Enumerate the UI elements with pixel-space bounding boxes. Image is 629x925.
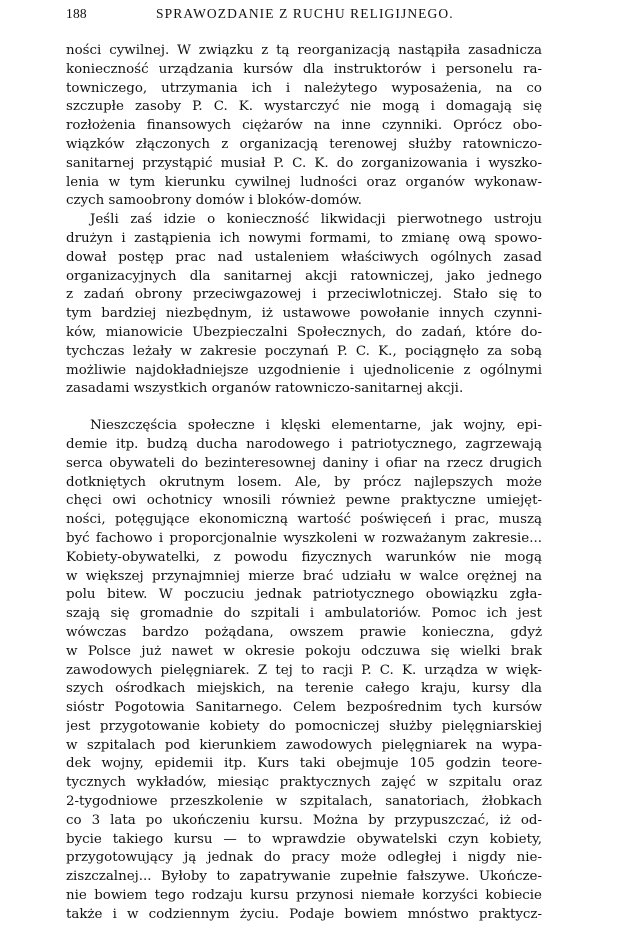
text-line: dotkniętych okrutnym losem. Ale, by prócz najlepszych może [66, 474, 542, 490]
text-line: demie itp. budzą ducha narodowego i patriotycznego, zagrzewają [66, 436, 542, 452]
text-line: organizacyjnych dla sanitarnej akcji ratowniczej, jako jednego [66, 268, 542, 284]
text-line: czych samoobrony domów i bloków-domów. [66, 193, 362, 209]
page-number: 188 [66, 6, 87, 21]
text-line: Kobiety-obywatelki, z powodu fizycznych warunków nie mogą [66, 549, 542, 565]
text-line: tychczas leżały w zakresie poczynań P. C. K., pociągnęło za sobą [66, 343, 542, 359]
text-line: co 3 lata po ukończeniu kursu. Można by przypuszczać, iż od- [66, 812, 542, 828]
text-line: ków, mianowicie Ubezpieczalni Społecznych, do zadań, które do- [66, 324, 542, 340]
text-line: rozłożenia finansowych ciężarów na inne czynniki. Oprócz obo- [66, 118, 542, 134]
text-line: być fachowo i proporcjonalnie wyszkoleni w rozważanym zakresie... [66, 530, 542, 546]
text-line: Nieszczęścia społeczne i klęski elementarne, jak wojny, epi- [90, 418, 542, 434]
paragraph-gap [66, 399, 542, 417]
text-line: ności cywilnej. W związku z tą reorganizacją nastąpiła zasadnicza [66, 43, 542, 58]
body-text [66, 42, 542, 925]
text-line: wiązków złączonych z organizacją terenowej służby ratowniczo- [66, 136, 542, 152]
text-line: lenia w tym kierunku cywilnej ludności oraz organów wykonaw- [66, 174, 542, 190]
text-line: ziszczalnej... Byłoby to zapatrywanie zupełnie fałszywe. Ukończe- [66, 869, 542, 885]
text-line: z zadań obrony przeciwgazowej i przeciwlotniczej. Stało się to [66, 287, 542, 303]
text-line: dek wojny, epidemii itp. Kurs taki obejmuje 105 godzin teore- [66, 756, 542, 772]
paragraph [66, 42, 542, 211]
text-line: w Polsce już nawet w okresie pokoju odczuwa się wielki brak [66, 643, 542, 659]
text-line: ności, potęgujące ekonomiczną wartość poświęceń i prac, muszą [66, 512, 542, 528]
running-head: SPRAWOZDANIE Z RUCHU RELIGIJNEGO. [156, 6, 454, 21]
text-line: serca obywateli do bezinteresownej daniny i ofiar na rzecz drugich [66, 455, 542, 471]
paragraph [66, 211, 542, 399]
text-line: konieczność urządzania kursów dla instruktorów i personelu ra- [66, 61, 542, 77]
text-line: w szpitalach pod kierunkiem zawodowych pielęgniarek na wypa- [66, 737, 542, 753]
text-line: sanitarnej przystąpić musiał P. C. K. do zorganizowania i wyszko- [66, 155, 542, 171]
text-line: chęci owi ochotnicy wnosili również pewne praktyczne umiejęt- [66, 493, 542, 509]
text-line: szczupłe zasoby P. C. K. wystarczyć nie mogą i domagają się [66, 99, 542, 115]
paragraph [66, 417, 542, 925]
page-header [66, 6, 542, 26]
text-line: także i w codziennym życiu. Podaje bowiem mnóstwo praktycz- [66, 906, 542, 922]
text-line: szych ośrodkach miejskich, na terenie całego kraju, kursy dla [66, 681, 542, 697]
text-line: możliwie najdokładniejsze uzgodnienie i ujednolicenie z ogólnymi [66, 362, 542, 378]
text-line: towniczego, utrzymania ich i należytego wyposażenia, na co [66, 80, 542, 96]
text-line: 2-tygodniowe przeszkolenie w szpitalach, sanatoriach, żłobkach [66, 794, 542, 810]
text-line: zasadami wszystkich organów ratowniczo-sanitarnej akcji. [66, 381, 464, 397]
text-line: Jeśli zaś idzie o konieczność likwidacji pierwotnego ustroju [90, 212, 542, 228]
text-line: nie bowiem tego rodzaju kursu przynosi niemałe korzyści kobiecie [66, 888, 542, 904]
text-line: bycie takiego kursu — to wprawdzie obywatelski czyn kobiety, [66, 831, 542, 847]
text-line: jest przygotowanie kobiety do pomocniczej służby pielęgniarskiej [66, 718, 542, 734]
text-line: wówczas bardzo pożądana, owszem prawie konieczna, gdyż [66, 624, 542, 640]
text-line: tym bardziej niezbędnym, iż ustawowe powołanie innych czynni- [66, 306, 542, 322]
text-line: szają się gromadnie do szpitali i ambulatoriów. Pomoc ich jest [66, 606, 542, 622]
text-line: dował postęp prac nad ustaleniem właściwych ogólnych zasad [66, 249, 542, 265]
text-line: tycznych wykładów, miesiąc praktycznych zajęć w szpitalu oraz [66, 775, 542, 791]
text-line: sióstr Pogotowia Sanitarnego. Celem bezpośrednim tych kursów [66, 700, 542, 716]
text-line: w większej przynajmniej mierze brać udziału w walce orężnej na [66, 568, 542, 584]
text-line: przygotowujący ją jednak do pracy może odległej i nigdy nie- [66, 850, 542, 866]
text-line: polu bitew. W poczuciu jednak patriotycznego obowiązku zgła- [66, 587, 542, 603]
text-line: drużyn i zastąpienia ich nowymi formami, to zmianę ową spowo- [66, 230, 542, 246]
text-line: zawodowych pielęgniarek. Z tej to racji P. C. K. urządza w więk- [66, 662, 542, 678]
